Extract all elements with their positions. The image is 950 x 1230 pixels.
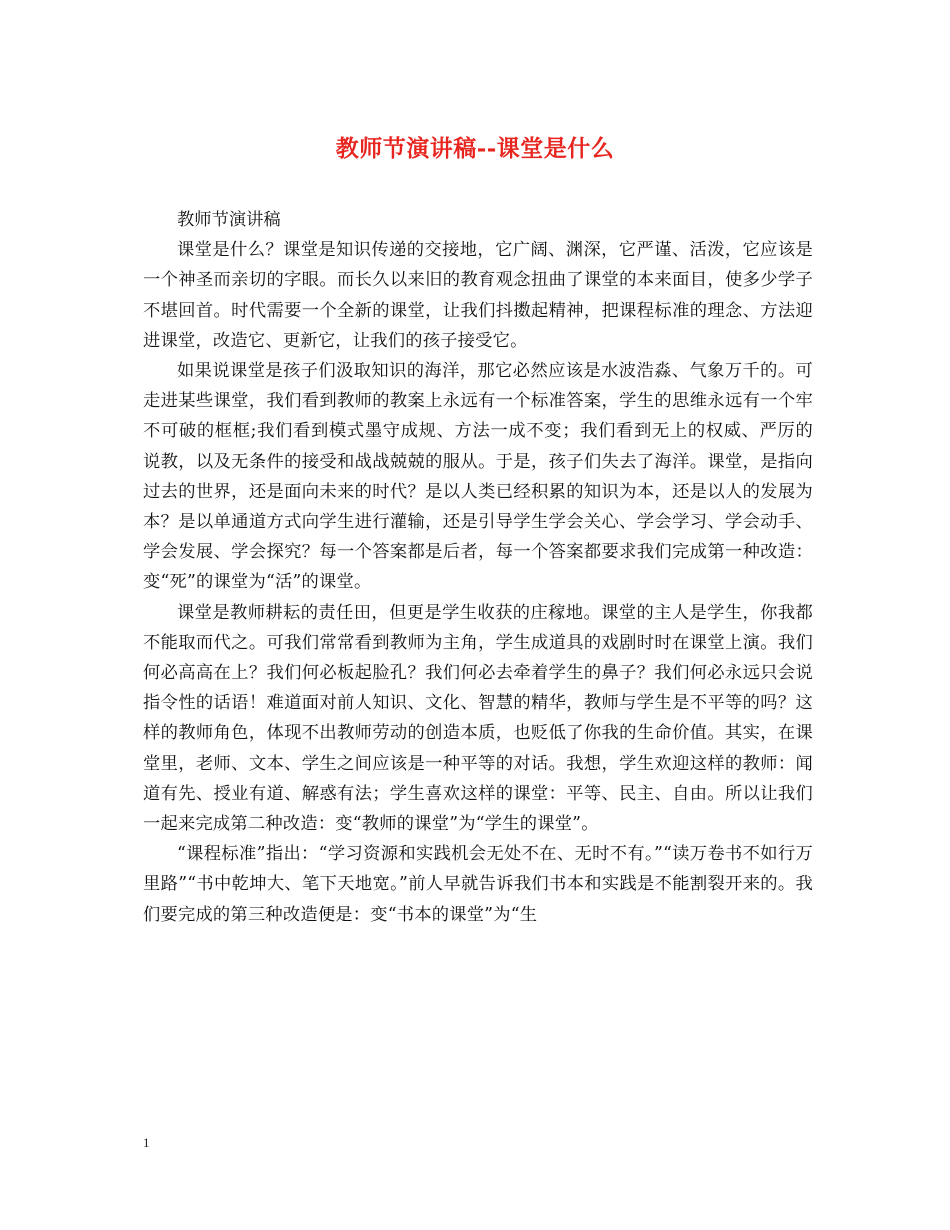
document-body (143, 205, 813, 930)
document-subtitle: 教师节演讲稿 (177, 210, 281, 230)
paragraph-2: 如果说课堂是孩子们汲取知识的海洋，那它必然应该是水波浩淼、气象万千的。可走进某些课堂，我们看到教师的教案上永远有一个标准答案，学生的思维永远有一个牢不可破的框框;我们看到模式墨守成规、方法一成不变；我们看到无上的权威、严厉的说教，以及无条件的接受和战战兢兢的服从。于是，孩子们失去了海洋。课堂，是指向过去的世界，还是面向未来的时代？是以人类已经积累的知识为本，还是以人的发展为本？是以单通道方式向学生进行灌输，还是引导学生学会关心、学会学习、学会动手、学会发展、学会探究？每一个答案都是后者，每一个答案都要求我们完成第一种改造：变“死”的课堂为“活”的课堂。 (143, 361, 813, 593)
document-title: 教师节演讲稿--课堂是什么 (335, 135, 615, 162)
paragraph-4: “课程标准”指出：“学习资源和实践机会无处不在、无时不有。”“读万卷书不如行万里路”“书中乾坤大、笔下天地宽。”前人早就告诉我们书本和实践是不能割裂开来的。我们要完成的第三种改造便是：变“书本的课堂”为“生 (143, 844, 813, 925)
paragraph-1: 课堂是什么？课堂是知识传递的交接地，它广阔、渊深，它严谨、活泼，它应该是一个神圣而亲切的字眼。而长久以来旧的教育观念扭曲了课堂的本来面目，使多少学子不堪回首。时代需要一个全新的课堂，让我们抖擞起精神，把课程标准的理念、方法迎进课堂，改造它、更新它，让我们的孩子接受它。 (143, 240, 813, 351)
paragraph-3: 课堂是教师耕耘的责任田，但更是学生收获的庄稼地。课堂的主人是学生，你我都不能取而代之。可我们常常看到教师为主角，学生成道具的戏剧时时在课堂上演。我们何必高高在上？我们何必板起脸孔？我们何必去牵着学生的鼻子？我们何必永远只会说指令性的话语！难道面对前人知识、文化、智慧的精华，教师与学生是不平等的吗？这样的教师角色，体现不出教师劳动的创造本质，也贬低了你我的生命价值。其实，在课堂里，老师、文本、学生之间应该是一种平等的对话。我想，学生欢迎这样的教师：闻道有先、授业有道、解惑有法；学生喜欢这样的课堂：平等、民主、自由。所以让我们一起来完成第二种改造：变“教师的课堂”为“学生的课堂”。 (143, 602, 813, 835)
page-number: 1 (143, 1135, 150, 1150)
